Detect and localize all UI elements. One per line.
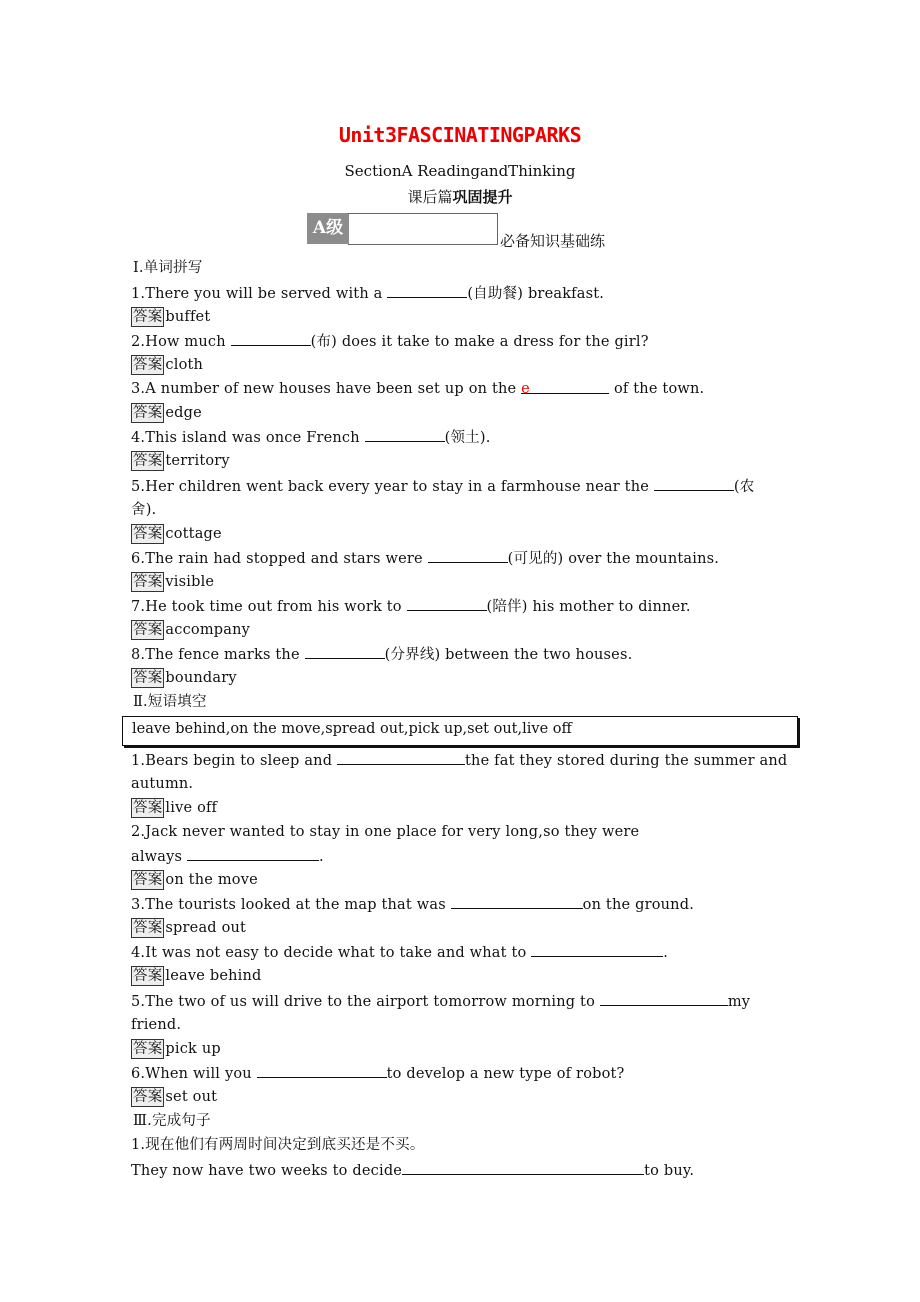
question-2-1: 1.Bears begin to sleep and the fat they stored during the summer and [131, 750, 787, 771]
question-1-5-cont: 舍). [131, 502, 157, 518]
part1-heading: Ⅰ.单词拼写 [133, 260, 203, 276]
subtitle: 课后篇巩固提升 [407, 188, 513, 206]
answer-row: 答案 accompany [133, 622, 251, 638]
question-2-4: 4.It was not easy to decide what to take and what to . [131, 942, 668, 963]
question-1-5: 5.Her children went back every year to stay in a farmhouse near the (农 [131, 476, 754, 497]
answer-row: 答案 edge [133, 405, 202, 421]
question-2-5: 5.The two of us will drive to the airport tomorrow morning to my [131, 991, 750, 1012]
answer-row: 答案 visible [133, 574, 215, 590]
question-1-6: 6.The rain had stopped and stars were (可见的) over the mountains. [131, 548, 719, 569]
question-2-5-cont: friend. [131, 1017, 182, 1033]
part3-heading: Ⅲ.完成句子 [133, 1113, 211, 1129]
answer-row: 答案 leave behind [133, 968, 262, 984]
answer-row: 答案 spread out [133, 920, 247, 936]
level-label: 必备知识基础练 [500, 232, 606, 250]
question-2-1-cont: autumn. [131, 776, 194, 792]
level-frame [348, 213, 498, 245]
answer-row: 答案 cottage [133, 526, 222, 542]
question-1-7: 7.He took time out from his work to (陪伴) his mother to dinner. [131, 596, 691, 617]
question-1-8: 8.The fence marks the (分界线) between the two houses. [131, 644, 632, 665]
word-bank-box [122, 716, 798, 746]
answer-row: 答案 pick up [133, 1041, 221, 1057]
answer-row: 答案 boundary [133, 670, 237, 686]
word-bank: leave behind,on the move,spread out,pick up,set out,live off [132, 721, 572, 737]
page-title: Unit3FASCINATINGPARKS [338, 123, 582, 147]
answer-row: 答案 buffet [133, 309, 211, 325]
question-3-1-cn: 1.现在他们有两周时间决定到底买还是不买。 [131, 1137, 425, 1153]
answer-row: 答案 cloth [133, 357, 204, 373]
question-1-2: 2.How much (布) does it take to make a dress for the girl? [131, 331, 649, 352]
section-title: SectionA ReadingandThinking [344, 162, 576, 180]
level-badge: A级 [307, 213, 349, 244]
question-2-3: 3.The tourists looked at the map that was on the ground. [131, 894, 694, 915]
answer-row: 答案 territory [133, 453, 230, 469]
question-1-1: 1.There you will be served with a (自助餐) breakfast. [131, 283, 604, 304]
question-1-3: 3.A number of new houses have been set up on the e of the town. [131, 381, 705, 397]
question-2-2: 2.Jack never wanted to stay in one place for very long,so they were [131, 824, 640, 840]
part2-heading: Ⅱ.短语填空 [133, 694, 207, 710]
question-2-2-cont: always . [131, 846, 324, 867]
answer-row: 答案 live off [133, 800, 218, 816]
answer-row: 答案 on the move [133, 872, 258, 888]
question-3-1: They now have two weeks to decide to buy. [131, 1160, 694, 1181]
answer-row: 答案 set out [133, 1089, 218, 1105]
question-2-6: 6.When will you to develop a new type of robot? [131, 1063, 625, 1084]
question-1-4: 4.This island was once French (领土). [131, 427, 491, 448]
